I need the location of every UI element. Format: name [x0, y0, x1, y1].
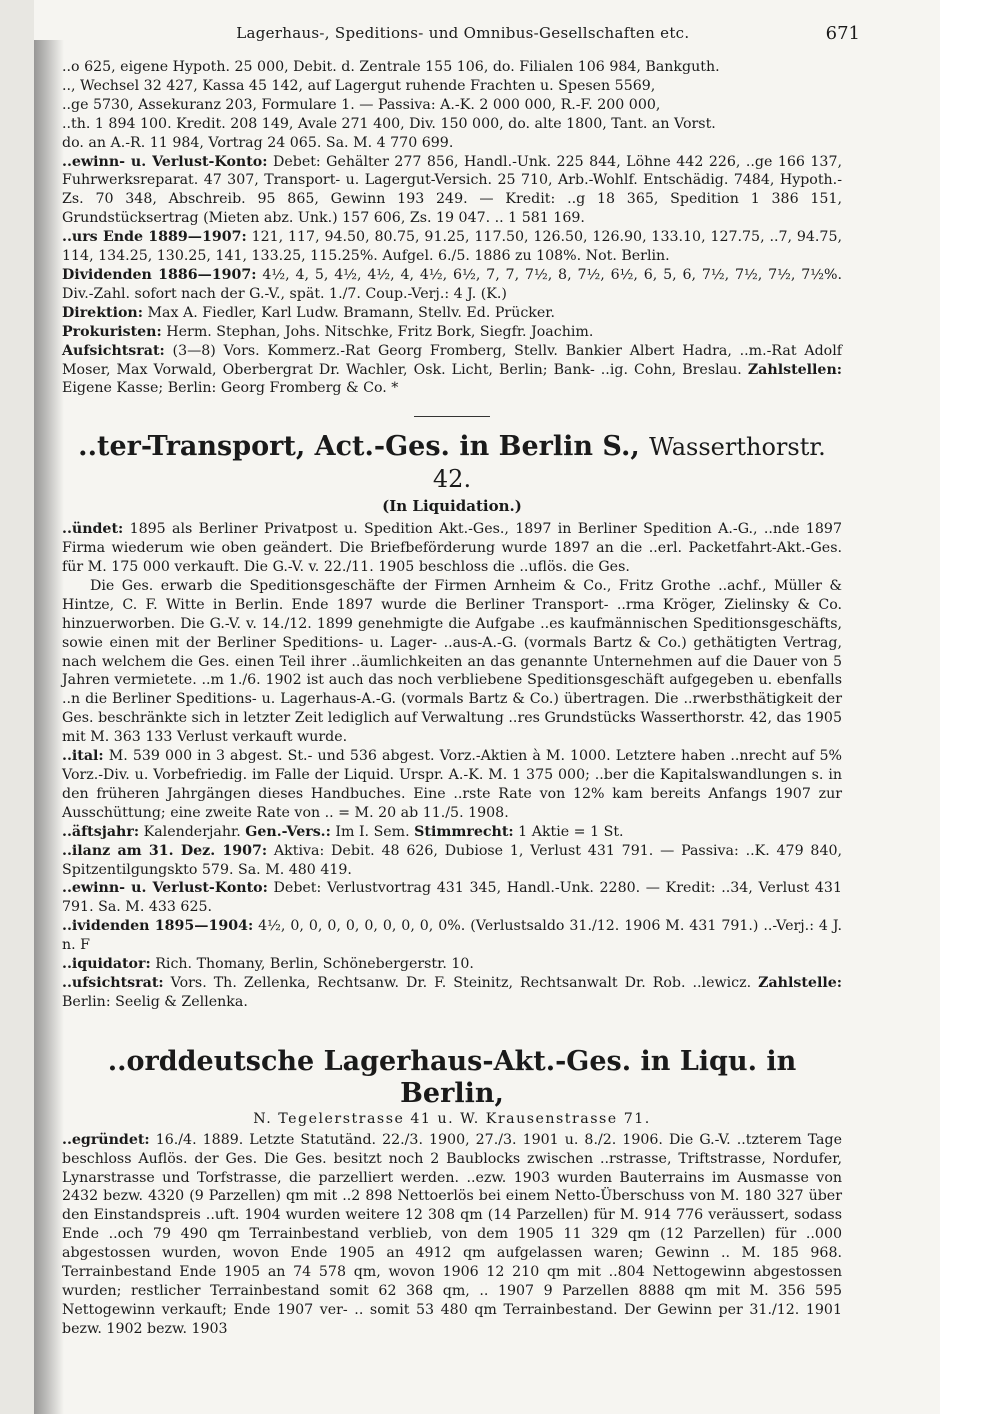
geschaeftsjahr-text: Kalenderjahr. [143, 823, 241, 840]
dividend-text: 4½, 0, 0, 0, 0, 0, 0, 0, 0, 0%. (Verlustsaldo 31./12. 1906 M. 431 791.) ..-Verj.: 4 J. n. F [62, 918, 842, 954]
text-line: do. an A.-R. 11 984, Vortrag 24 065. Sa. M. 4 770 699. [62, 134, 454, 151]
dividend-entry [62, 266, 842, 304]
zahlstellen-text: Eigene Kasse; Berlin: Georg Fromberg & Co. * [62, 380, 399, 397]
kurs-entry [62, 228, 842, 266]
aufsichtsrat-text: (3—8) Vors. Kommerz.-Rat Georg Fromberg, Stellv. Bankier Albert Hadra, ..m.-Rat Adolf Moser, Max Vorwald, Oberbergrat Dr. Wachler, Osk. Licht, Berlin; Bank- ..ig. Cohn, Breslau. [62, 342, 842, 378]
gegruendet-text: 16./4. 1889. Letzte Statutänd. 22./3. 1900, 27./3. 1901 u. 8./2. 1906. Die G.-V. ..tzterem Tage beschloss Auflös. der Ges. Die Ges. besitzt noch 2 Baublocks zwischen ..rstrasse, Triftstrasse, Nordufer, Lynarstrasse und Torfstrasse, die parzelliert werden. ..ezw. 1903 wurden Bauterrains im Ausmasse von 2432 bezw. 4320 (9 Parzellen) qm mit ..2 898 Nettoerlös bei einem Netto-Überschuss von M. 180 327 über den Einstandspreis ..uft. 1904 wurden weitere 12 308 qm (14 Parzellen) für M. 914 776 veräussert, sodass Ende ..och 79 490 qm Terrainbestand verblieb, von dem 1905 11 329 qm (12 Parzellen) für ..000 abgestossen wurden, wovon Ende 1905 an 4912 qm aufgelassen waren; Gewinn .. M. 185 968. Terrainbestand Ende 1905 an 74 578 qm, wovon 1906 12 210 qm mit ..804 Nettogewinn abgestossen wurden; restlicher Terrainbestand somit 62 368 qm, .. 1907 9 Parzellen 8888 qm mit M. 356 595 Nettogewinn verkauft; Ende 1907 ver- .. somit 53 480 qm Terrainbestand. Der Gewinn per 31./12. 1901 bezw. 1902 bezw. 1903 [62, 1131, 842, 1337]
text-line: ..o 625, eigene Hypoth. 25 000, Debit. d. Zentrale 155 106, do. Filialen 106 984, Bankguth. [62, 59, 720, 75]
text-line: ..ge 5730, Assekuranz 203, Formulare 1. — Passiva: A.-K. 2 000 000, R.-F. 200 000, [62, 96, 661, 113]
page-content [62, 58, 842, 1339]
liquidator-entry [62, 955, 842, 974]
kurs-label: ..urs Ende 1889—1907: [62, 229, 247, 246]
direktion-text: Max A. Fiedler, Karl Ludw. Bramann, Stellv. Ed. Prücker. [147, 304, 556, 321]
guv-entry [62, 879, 842, 917]
section-gueter-transport [62, 431, 842, 1011]
aufsichtsrat-entry [62, 342, 842, 399]
gegruendet-label: ..egründet: [62, 1131, 150, 1148]
dividend-text: 4½, 4, 5, 4½, 4½, 4, 4½, 6½, 7, 7, 7½, 8, 7½, 6½, 6, 5, 6, 7½, 7½, 7½, 7½%. Div.-Zahl. sofort nach der G.-V., spät. 1./7. Coup.-Verj.: 4 J. (K.) [62, 266, 843, 302]
kapital-label: ..ital: [62, 748, 104, 765]
aufsichtsrat-text: Vors. Th. Zellenka, Rechtsanw. Dr. F. Steinitz, Rechtsanwalt Dr. Rob. ..lewicz. [170, 974, 752, 991]
section-divider [414, 416, 490, 417]
aufsichtsrat-entry [62, 974, 842, 1012]
company-name: ..ter-Transport, Act.-Ges. in Berlin S., [78, 431, 640, 463]
guv-label: ..ewinn- u. Verlust-Konto: [62, 153, 268, 170]
dividend-entry [62, 917, 842, 955]
genvers-label: Gen.-Vers.: [245, 823, 331, 840]
prokuristen-entry [62, 323, 842, 342]
bilanz-entry [62, 842, 842, 880]
genvers-text: Im I. Sem. [335, 823, 410, 840]
running-header [100, 18, 860, 48]
text-line: .., Wechsel 32 427, Kassa 45 142, auf Lagergut ruhende Frachten u. Spesen 5569, [62, 77, 656, 94]
aufsichtsrat-label: ..ufsichtsrat: [62, 974, 164, 991]
guv-text: Debet: Gehälter 277 856, Handl.-Unk. 225 844, Löhne 442 226, ..ge 166 137, Fuhrwerksreparat. 47 307, Transport- u. Lagergut-Versich. 25 710, Arb.-Wohlf. Entschädig. 7484, Hypoth.-Zs. 70 348, Abschreib. 95 865, Gewinn 193 249. — Kredit: ..g 18 365, Spedition 1 386 151, Grundstücksertrag (Mieten abz. Unk.) 157 606, Zs. 19 047. .. 1 581 169. [62, 153, 842, 227]
direktion-label: Direktion: [62, 304, 143, 321]
guv-text: Debet: Verlustvortrag 431 345, Handl.-Unk. 2280. — Kredit: ..34, Verlust 431 791. Sa. M. 433 625. [62, 880, 842, 916]
company-address: N. Tegelerstrasse 41 u. W. Krausenstrasse 71. [253, 1110, 651, 1127]
geschaeftsjahr-label: ..äftsjahr: [62, 823, 140, 840]
section-gap [62, 1012, 842, 1040]
dividend-label: Dividenden 1886—1907: [62, 266, 257, 283]
kapital-entry [62, 747, 842, 823]
section-lagerhaus-continued [62, 58, 842, 398]
liquidator-text: Rich. Thomany, Berlin, Schönebergerstr. 10. [155, 956, 474, 973]
text-line: ..th. 1 894 100. Kredit. 208 149, Avale 271 400, Div. 150 000, do. alte 1800, Tant. an Vorst. [62, 115, 716, 132]
gegruendet-text: 1895 als Berliner Privatpost u. Spedition Akt.-Ges., 1897 in Berliner Spedition A.-G., ..nde 1897 Firma wiederum wie oben geändert. Die Briefbeförderung wurde 1897 an die ..erl. Packetfahrt-Akt.-Ges. für M. 175 000 verkauft. Die G.-V. v. 22./11. 1905 beschloss die ..uflös. die Ges. [62, 521, 842, 576]
bilanz-text: Aktiva: Debit. 48 626, Dubiose 1, Verlust 431 791. — Passiva: ..K. 479 840, Spitzentilgungskto 579. Sa. M. 480 419. [62, 842, 843, 878]
prokuristen-text: Herm. Stephan, Johs. Nitschke, Fritz Bork, Siegfr. Joachim. [166, 323, 594, 340]
left-page-edge [0, 0, 34, 1414]
geschaeftsjahr-entry [62, 823, 842, 842]
stimmrecht-text: 1 Aktie = 1 St. [518, 823, 624, 840]
section-norddeutsche-lagerhaus [62, 1046, 842, 1339]
liquidation-status: (In Liquidation.) [382, 497, 522, 516]
gegruendet-entry [62, 520, 842, 577]
guv-label: ..ewinn- u. Verlust-Konto: [62, 880, 268, 897]
stimmrecht-label: Stimmrecht: [414, 823, 514, 840]
gegruendet-entry [62, 1131, 842, 1339]
company-title [62, 431, 842, 495]
prokuristen-label: Prokuristen: [62, 323, 162, 340]
zahlstelle-label: Zahlstelle: [758, 974, 842, 991]
right-margin [940, 0, 1000, 1414]
bilanz-label: ..ilanz am 31. Dez. 1907: [62, 842, 268, 859]
direktion-entry [62, 304, 842, 323]
zahlstelle-text: Berlin: Seelig & Zellenka. [62, 993, 248, 1010]
header-title: Lagerhaus-, Speditions- und Omnibus-Gesellschaften etc. [236, 24, 690, 42]
gegruendet-label: ..ündet: [62, 521, 124, 538]
binding-shadow [34, 40, 64, 1414]
page-number: 671 [825, 22, 860, 44]
history-paragraph: Die Ges. erwarb die Speditionsgeschäfte der Firmen Arnheim & Co., Fritz Grothe ..achf., Müller & Hintze, C. F. Witte in Berlin. Ende 1897 wurde die Berliner Transport- ..rma Kröger, Zielinsky & Co. hinzuerworben. Die G.-V. v. 14./12. 1899 genehmigte die Aufgabe ..es kaufmännischen Speditionsgeschäfts, sowie einen mit der Berliner Speditions- u. Lager- ..aus-A.-G. (vormals Bartz & Co.) gethätigten Vertrag, nach welchem die Ges. einen Teil ihrer ..äumlichkeiten an das genannte Unternehmen auf die Dauer von 5 Jahren vermietete. ..m 1./6. 1902 ist auch das noch verbliebene Speditionsgeschäft aufgegeben u. ebenfalls ..n die Berliner Speditions- u. Lagerhaus-A.-G. (vormals Bartz & Co.) übertragen. Die ..rwerbsthätigkeit der Ges. beschränkte sich in letzter Zeit lediglich auf Verwaltung ..res Grundstücks Wasserthorstr. 42, das 1905 mit M. 363 133 Verlust verkauft wurde. [62, 577, 842, 746]
dividend-label: ..ividenden 1895—1904: [62, 918, 254, 935]
kapital-text: M. 539 000 in 3 abgest. St.- und 536 abgest. Vorz.-Aktien à M. 1000. Letztere haben ..nrecht auf 5% Vorz.-Div. u. Vorbefriedig. im Falle der Liquid. Urspr. A.-K. M. 1 375 000; ..ber die Kapitalswandlungen s. in den früheren Jahrgängen dieses Handbuches. Eine ..rste Rate von 12% kam bereits Anfangs 1907 zur Ausschüttung; eine zweite Rate von .. = M. 20 ab 11./5. 1908. [62, 748, 843, 821]
guv-entry [62, 153, 842, 229]
aufsichtsrat-label: Aufsichtsrat: [62, 342, 165, 359]
company-title: ..orddeutsche Lagerhaus-Akt.-Ges. in Liqu. in Berlin, [107, 1045, 797, 1109]
company-address: Wasserthorstr. 42. [432, 433, 826, 494]
liquidator-label: ..iquidator: [62, 956, 151, 973]
kurs-text: 121, 117, 94.50, 80.75, 91.25, 117.50, 126.50, 126.90, 133.10, 127.75, ..7, 94.75, 114, 134.25, 130.25, 141, 133.25, 115.25%. Aufgel. 6./5. 1886 zu 108%. Not. Berlin. [62, 229, 842, 265]
zahlstellen-label: Zahlstellen: [747, 361, 843, 378]
